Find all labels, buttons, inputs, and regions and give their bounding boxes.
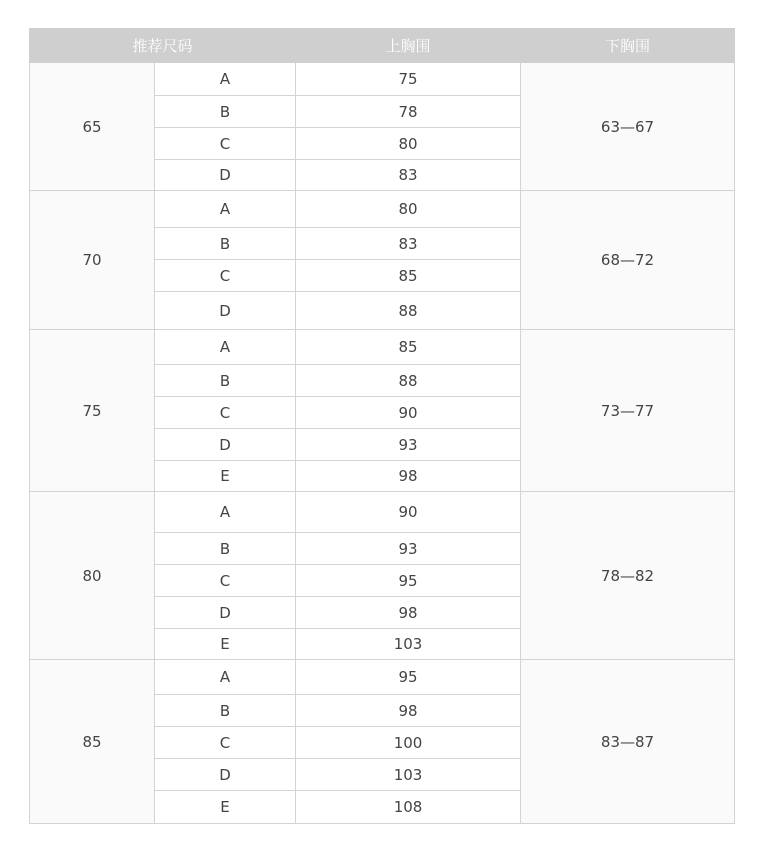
cup-size-cell: B	[155, 365, 296, 397]
cup-size-cell: A	[155, 191, 296, 228]
table-row	[30, 492, 735, 533]
bust-cell: 90	[296, 492, 521, 533]
cup-size-cell: E	[155, 791, 296, 824]
cup-size-cell: C	[155, 260, 296, 292]
cup-size-cell: C	[155, 565, 296, 597]
cup-size-cell: E	[155, 629, 296, 660]
bust-cell: 85	[296, 330, 521, 365]
cup-size-cell: B	[155, 695, 296, 727]
cup-size-cell: D	[155, 759, 296, 791]
underbust-range-cell: 78—82	[521, 492, 735, 660]
bust-cell: 80	[296, 191, 521, 228]
cup-size-cell: C	[155, 128, 296, 160]
bust-cell: 100	[296, 727, 521, 759]
bust-cell: 83	[296, 228, 521, 260]
bust-cell: 95	[296, 565, 521, 597]
cup-size-cell: D	[155, 429, 296, 461]
bust-cell: 88	[296, 365, 521, 397]
table-row	[30, 63, 735, 96]
bust-cell: 93	[296, 533, 521, 565]
cup-size-cell: B	[155, 228, 296, 260]
cup-size-cell: A	[155, 330, 296, 365]
cup-size-cell: C	[155, 727, 296, 759]
header-bust: 上胸围	[296, 29, 521, 63]
size-chart-table	[29, 28, 735, 824]
bust-cell: 98	[296, 461, 521, 492]
bust-cell: 103	[296, 759, 521, 791]
cup-size-cell: C	[155, 397, 296, 429]
cup-size-cell: A	[155, 63, 296, 96]
band-size-cell: 70	[30, 191, 155, 330]
cup-size-cell: A	[155, 492, 296, 533]
bust-cell: 85	[296, 260, 521, 292]
bust-cell: 93	[296, 429, 521, 461]
cup-size-cell: B	[155, 96, 296, 128]
bust-cell: 108	[296, 791, 521, 824]
header-recommended-size: 推荐尺码	[30, 29, 296, 63]
bust-cell: 78	[296, 96, 521, 128]
underbust-range-cell: 68—72	[521, 191, 735, 330]
bust-cell: 103	[296, 629, 521, 660]
underbust-range-cell: 73—77	[521, 330, 735, 492]
cup-size-cell: A	[155, 660, 296, 695]
bust-cell: 80	[296, 128, 521, 160]
bust-cell: 98	[296, 695, 521, 727]
bust-cell: 75	[296, 63, 521, 96]
cup-size-cell: D	[155, 597, 296, 629]
table-row	[30, 330, 735, 365]
cup-size-cell: E	[155, 461, 296, 492]
bust-cell: 88	[296, 292, 521, 330]
underbust-range-cell: 63—67	[521, 63, 735, 191]
header-underbust: 下胸围	[521, 29, 735, 63]
table-row	[30, 191, 735, 228]
band-size-cell: 65	[30, 63, 155, 191]
table-row	[30, 660, 735, 695]
cup-size-cell: B	[155, 533, 296, 565]
cup-size-cell: D	[155, 160, 296, 191]
bust-cell: 95	[296, 660, 521, 695]
band-size-cell: 80	[30, 492, 155, 660]
band-size-cell: 85	[30, 660, 155, 824]
bust-cell: 90	[296, 397, 521, 429]
table-body	[30, 63, 735, 824]
underbust-range-cell: 83—87	[521, 660, 735, 824]
bust-cell: 83	[296, 160, 521, 191]
cup-size-cell: D	[155, 292, 296, 330]
bust-cell: 98	[296, 597, 521, 629]
table-header-row	[30, 29, 735, 63]
band-size-cell: 75	[30, 330, 155, 492]
